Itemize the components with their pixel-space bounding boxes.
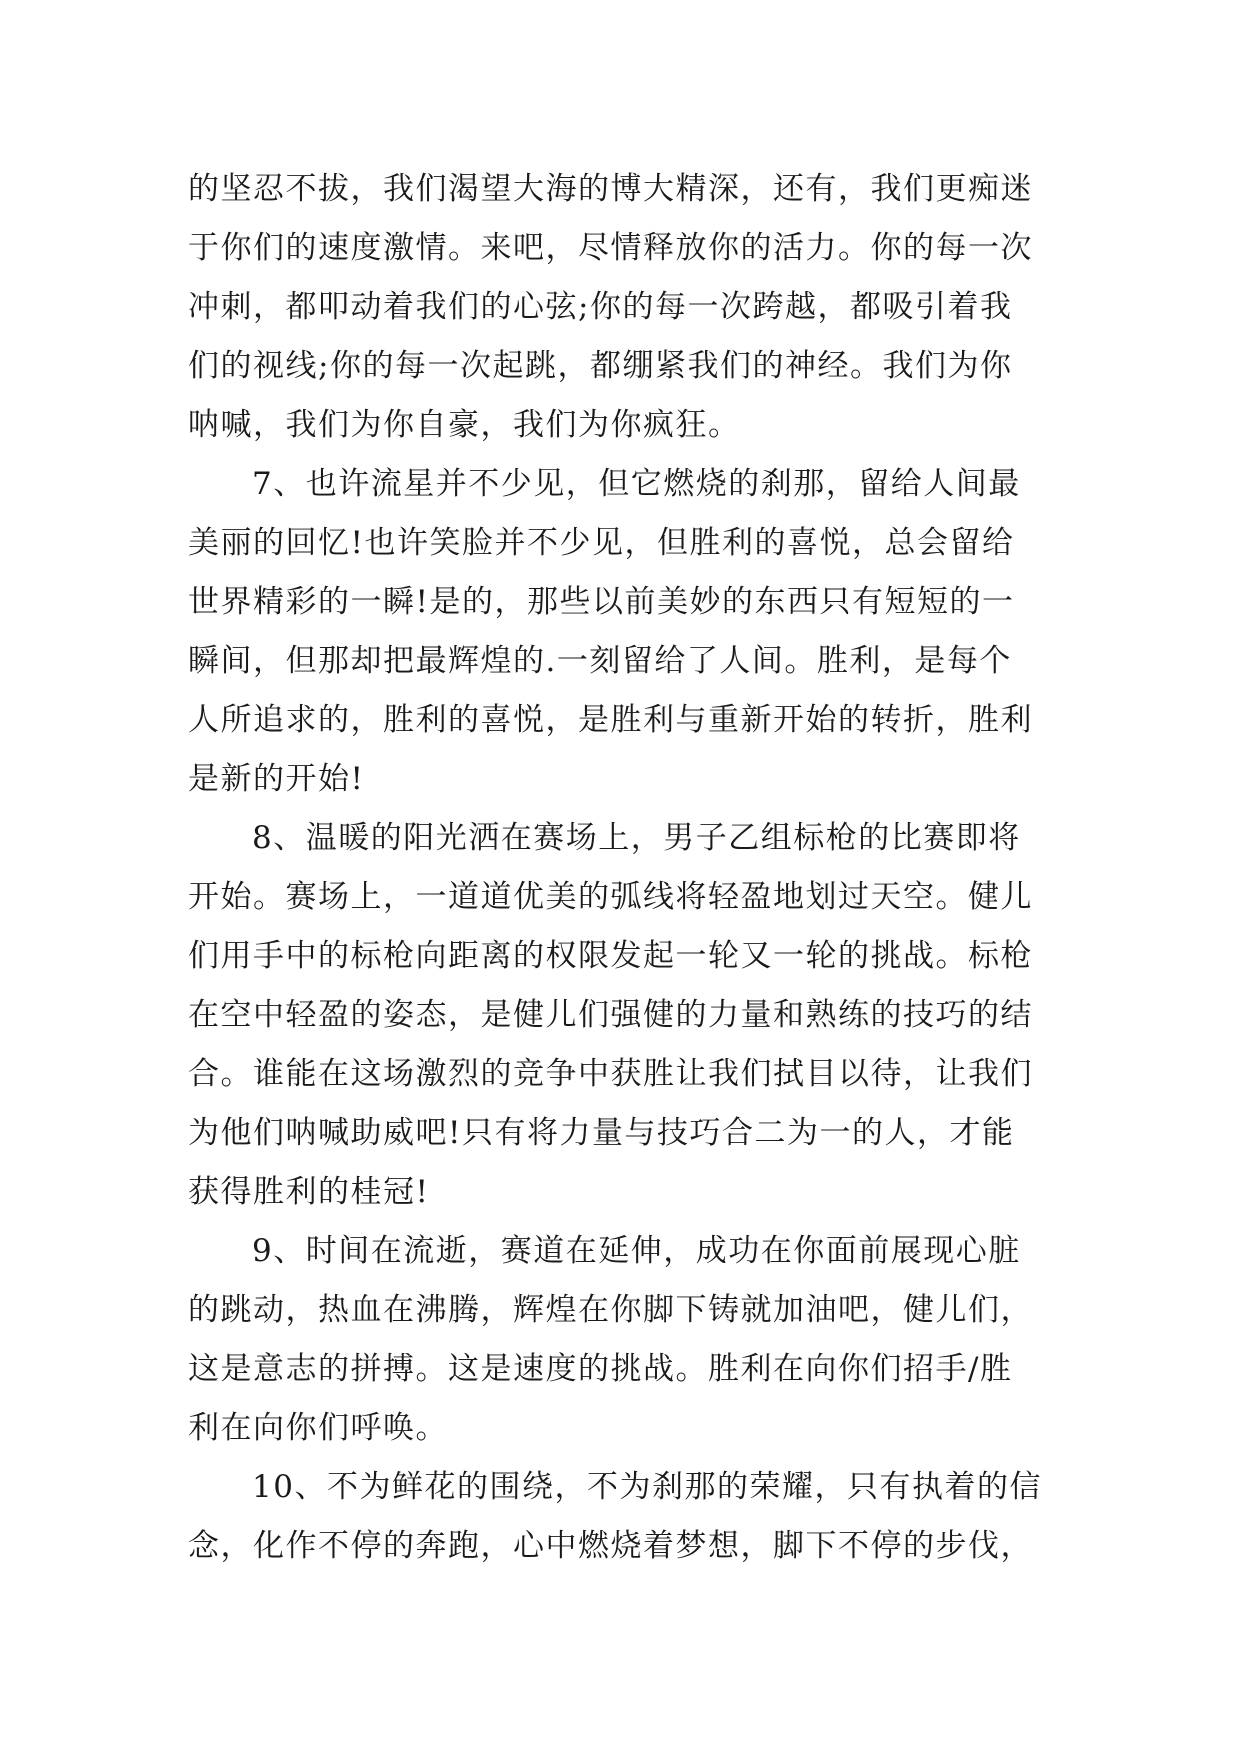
text-line: 美丽的回忆!也许笑脸并不少见，但胜利的喜悦，总会留给	[188, 525, 1015, 561]
text-line: 为他们呐喊助威吧!只有将力量与技巧合二为一的人，才能	[188, 1115, 1015, 1151]
text-line: 获得胜利的桂冠!	[188, 1174, 430, 1210]
document-body	[188, 160, 1054, 1576]
text-line: 的坚忍不拔，我们渴望大海的博大精深，还有，我们更痴迷	[188, 171, 1033, 207]
text-line: 合。谁能在这场激烈的竞争中获胜让我们拭目以待，让我们	[188, 1056, 1033, 1092]
paragraph-continuation	[188, 160, 1054, 455]
text-line: 世界精彩的一瞬!是的，那些以前美妙的东西只有短短的一	[188, 584, 1015, 620]
text-line: 们用手中的标枪向距离的权限发起一轮又一轮的挑战。标枪	[188, 938, 1033, 974]
text-line: 念，化作不停的奔跑，心中燃烧着梦想，脚下不停的步伐，	[188, 1528, 1033, 1564]
text-line: 8、温暖的阳光洒在赛场上，男子乙组标枪的比赛即将	[252, 820, 1021, 856]
text-line: 是新的开始!	[188, 761, 365, 797]
paragraph-9	[188, 1222, 1054, 1458]
text-line: 这是意志的拼搏。这是速度的挑战。胜利在向你们招手/胜	[188, 1351, 1013, 1387]
text-line: 的跳动，热血在沸腾，辉煌在你脚下铸就加油吧，健儿们，	[188, 1292, 1033, 1328]
text-line: 开始。赛场上，一道道优美的弧线将轻盈地划过天空。健儿	[188, 879, 1033, 915]
text-line: 利在向你们呼唤。	[188, 1410, 448, 1446]
text-line: 9、时间在流逝，赛道在延伸，成功在你面前展现心脏	[252, 1233, 1021, 1269]
text-line: 在空中轻盈的姿态，是健儿们强健的力量和熟练的技巧的结	[188, 997, 1033, 1033]
text-line: 们的视线;你的每一次起跳，都绷紧我们的神经。我们为你	[188, 348, 1013, 384]
text-line: 10、不为鲜花的围绕，不为刹那的荣耀，只有执着的信	[252, 1469, 1042, 1505]
text-line: 于你们的速度激情。来吧，尽情释放你的活力。你的每一次	[188, 230, 1033, 266]
paragraph-10	[188, 1458, 1054, 1576]
text-line: 瞬间，但那却把最辉煌的.一刻留给了人间。胜利，是每个	[188, 643, 1012, 679]
paragraph-7	[188, 455, 1054, 809]
text-line: 冲刺，都叩动着我们的心弦;你的每一次跨越，都吸引着我	[188, 289, 1013, 325]
paragraph-8	[188, 809, 1054, 1222]
text-line: 呐喊，我们为你自豪，我们为你疯狂。	[188, 407, 741, 443]
text-line: 7、也许流星并不少见，但它燃烧的刹那，留给人间最	[252, 466, 1021, 502]
text-line: 人所追求的，胜利的喜悦，是胜利与重新开始的转折，胜利	[188, 702, 1033, 738]
